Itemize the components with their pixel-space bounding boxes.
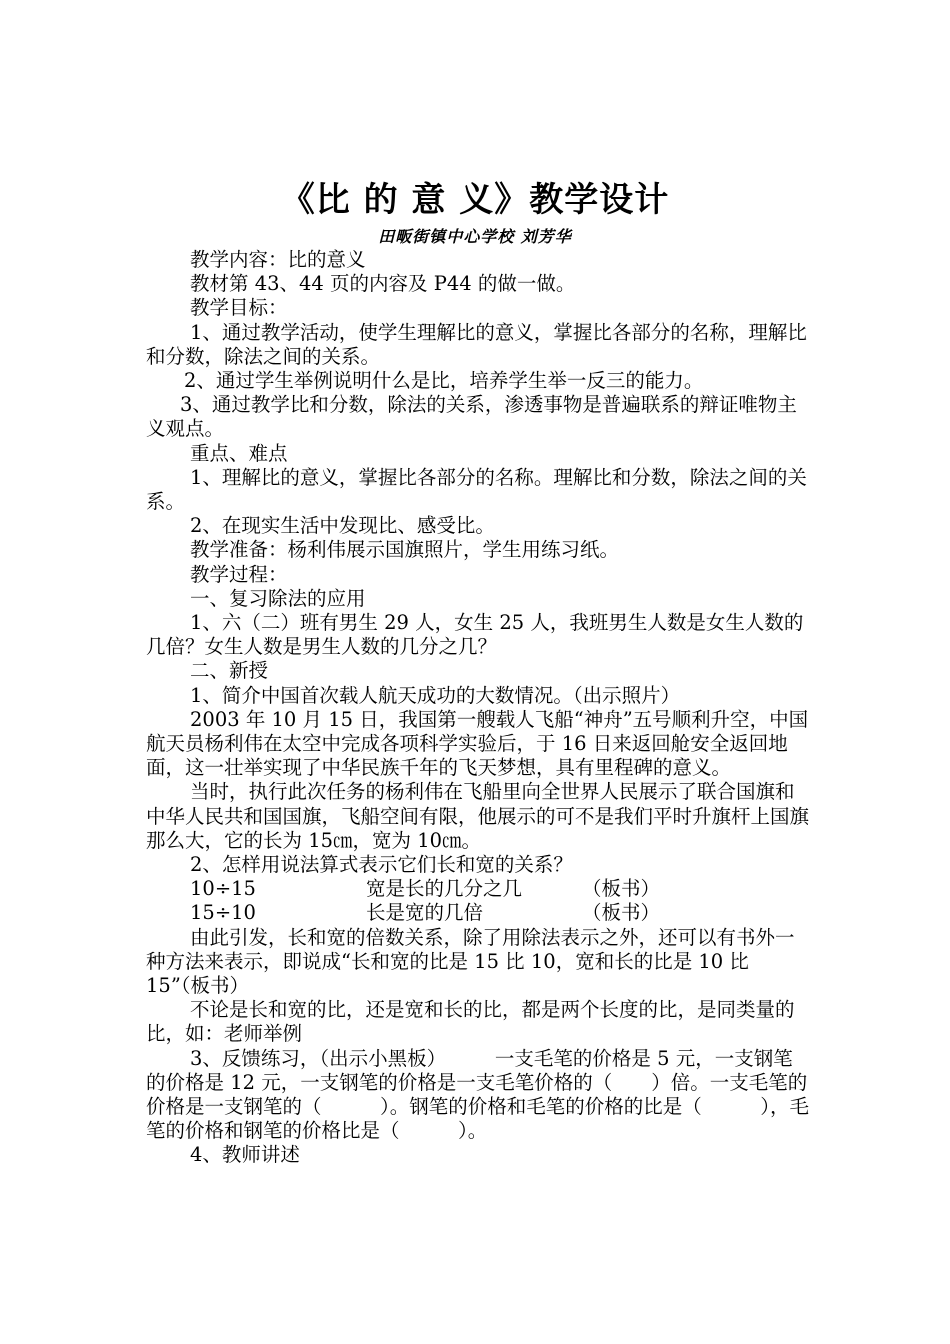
paragraph-key-point-1: 1、理解比的意义，掌握比各部分的名称。理解比和分数，除法之间的关系。	[146, 465, 807, 514]
paragraph-review-question: 1、六（二）班有男生 29 人，女生 25 人，我班男生人数是女生人数的几倍？女生人数是男生人数的几分之几？	[146, 611, 804, 659]
formula-meaning: 长是宽的几倍	[366, 901, 484, 925]
formula-row	[146, 901, 810, 925]
paragraph-feedback-exercise: 3、反馈练习，（出示小黑板） 一支毛笔的价格是 5 元，一支钢笔的价格是 12 元，一支钢笔的价格是一支毛笔价格的（ ）倍。一支毛笔的价格是一支钢笔的（ ）。钢笔的价格和毛笔的价格的比是（ ），毛笔的价格和钢笔的价格比是（ ）。	[146, 1046, 810, 1143]
paragraph-goals-heading: 教学目标：	[190, 296, 288, 320]
paragraph-key-point-2: 2、在现实生活中发现比、感受比。	[190, 514, 495, 538]
paragraph-teacher-explains: 4、教师讲述	[190, 1143, 300, 1167]
formula-meaning: 宽是长的几分之几	[366, 877, 523, 901]
paragraph-textbook-pages: 教材第 43、44 页的内容及 P44 的做一做。	[190, 272, 576, 296]
paragraph-intro-spaceflight: 1、简介中国首次载人航天成功的大数情况。（出示照片）	[190, 683, 681, 707]
paragraph-section-new: 二、新授	[190, 659, 269, 683]
paragraph-goal-3: 3、通过教学比和分数，除法的关系，渗透事物是普遍联系的辩证唯物主义观点。	[146, 393, 797, 441]
author-line: 田畈街镇中心学校 刘芳华	[378, 227, 572, 246]
paragraph-goal-1: 1、通过教学活动，使学生理解比的意义，掌握比各部分的名称，理解比和分数，除法之间的关系。	[146, 320, 807, 368]
formula-expression: 15÷10	[190, 901, 256, 925]
paragraph-section-review: 一、复习除法的应用	[190, 586, 366, 610]
paragraph-process-heading: 教学过程：	[190, 562, 288, 586]
paragraph-teaching-content: 教学内容：比的意义	[190, 248, 366, 271]
formula-note: （板书）	[582, 901, 661, 925]
paragraph-shenzhou-story: 2003 年 10 月 15 日，我国第一艘载人飞船“神舟”五号顺利升空，中国航天员杨利伟在太空中完成各项科学实验后，于 16 日来返回舱安全返回地面，这一壮举实现了中华民族千年的飞天梦想，具有里程碑的意义。	[146, 707, 809, 780]
paragraph-same-quantity-ratio: 不论是长和宽的比，还是宽和长的比，都是两个长度的比，是同类量的比，如：老师举例	[146, 998, 795, 1046]
paragraph-ratio-introduction: 由此引发，长和宽的倍数关系，除了用除法表示之外，还可以有书外一种方法来表示，即说成“长和宽的比是 15 比 10，宽和长的比是 10 比 15”（板书）	[146, 925, 795, 998]
formula-note: （板书）	[582, 877, 661, 901]
formula-expression: 10÷15	[190, 877, 256, 901]
document-title: 《比 的 意 义》教学设计	[280, 180, 670, 220]
paragraph-flag-size: 当时，执行此次任务的杨利伟在飞船里向全世界人民展示了联合国旗和中华人民共和国国旗，飞船空间有限，他展示的可不是我们平时升旗杆上国旗那么大，它的长为 15㎝，宽为 10㎝。	[146, 780, 810, 852]
document-body	[146, 248, 810, 1168]
paragraph-goal-2: 2、通过学生举例说明什么是比，培养学生举一反三的能力。	[184, 369, 704, 393]
paragraph-preparation: 教学准备：杨利伟展示国旗照片，学生用练习纸。	[190, 538, 620, 562]
paragraph-question-relationship: 2、怎样用说法算式表示它们长和宽的关系？	[190, 853, 573, 877]
paragraph-key-points-heading: 重点、难点	[190, 441, 288, 465]
formula-row	[146, 877, 810, 901]
